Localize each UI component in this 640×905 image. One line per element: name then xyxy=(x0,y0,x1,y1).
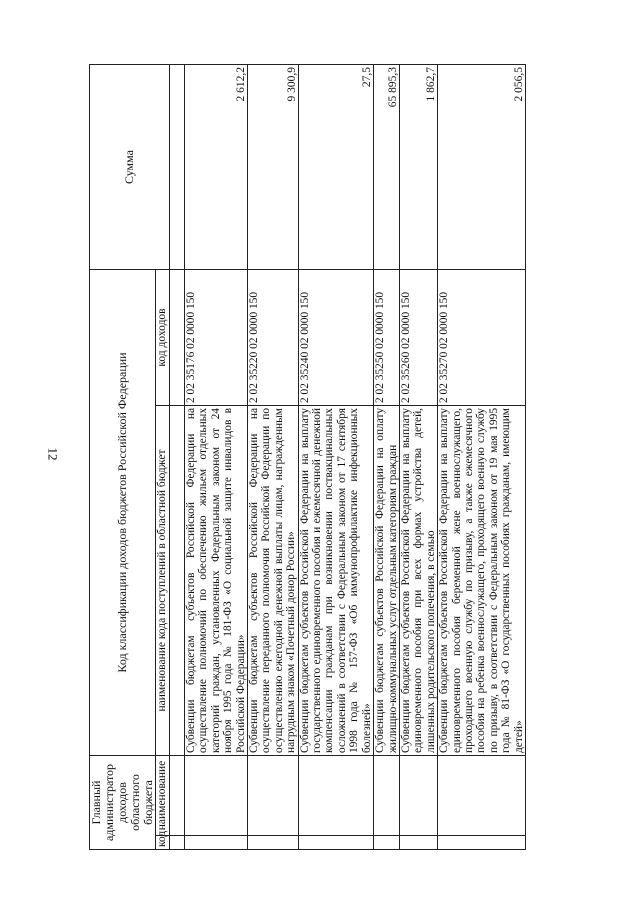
row-description: Субвенции бюджетам субъектов Российской Федерации на выплату государственного единовременного пособия и ежемесячной денежной компенсации гражданам при возникновении поствакцинальных осложнений в соответствии с Федеральным законом от 17 сентября 1998 года № 157-ФЗ «Об иммунопрофилактике инфекционных болезней» xyxy=(298,405,373,755)
classification-code-header: код доходов xyxy=(156,269,170,405)
row-description: Субвенции бюджетам субъектов Российской Федерации на осуществление полномочий по обеспечению жильем отдельных категорий граждан, установленных Федеральным законом от 24 ноября 1995 года № 181-ФЗ «О социальной защите инвалидов в Российской Федерации» xyxy=(185,405,248,755)
row-code: 2 02 35240 02 0000 150 xyxy=(298,269,373,405)
row-amount: 27,5 xyxy=(298,64,373,269)
row-amount: 1 862,7 xyxy=(399,64,437,269)
row-description: Субвенции бюджетам субъектов Российской Федерации на осуществление переданного полномочия Российской Федерации по осуществлению ежегодной денежной выплаты лицам, награжденным нагрудным знаком «Почетный донор России» xyxy=(248,405,299,755)
table-row xyxy=(298,64,373,849)
row-amount: 9 300,9 xyxy=(248,64,299,269)
row-code: 2 02 35250 02 0000 150 xyxy=(374,269,400,405)
table-row xyxy=(185,64,248,849)
row-description: Субвенции бюджетам субъектов Российской Федерации на оплату жилищно-коммунальных услуг отдельным категориям граждан xyxy=(374,405,400,755)
sum-header: Сумма xyxy=(90,64,170,269)
row-description: Субвенции бюджетам субъектов Российской Федерации на выплату единовременного пособия при всех формах устройства детей, лишенных родительского попечения, в семью xyxy=(399,405,437,755)
row-description: Субвенции бюджетам субъектов Российской Федерации на выплату единовременного пособия беременной жене военнослужащего, проходящего военную службу по призыву, а также ежемесячного пособия на ребенка военнослужащего, проходящего военную службу по призыву, в соответствии с Федеральным законом от 19 мая 1995 года № 81-ФЗ «О государственных пособиях гражданам, имеющим детей» xyxy=(438,405,526,755)
page-number: 12 xyxy=(45,447,61,461)
rotated-table-container xyxy=(89,65,551,850)
row-amount: 65 895,3 xyxy=(374,64,400,269)
spacer-row xyxy=(170,64,185,849)
classification-name-header: наименование кода поступлений в областной бюджет xyxy=(156,405,170,755)
admin-code-header: код xyxy=(156,836,170,850)
row-code: 2 02 35176 02 0000 150 xyxy=(185,269,248,405)
row-amount: 2 056,5 xyxy=(438,64,526,269)
revenue-table xyxy=(89,64,526,850)
admin-name-header: наименование xyxy=(156,755,170,835)
table-row xyxy=(374,64,400,849)
row-code: 2 02 35260 02 0000 150 xyxy=(399,269,437,405)
row-code: 2 02 35270 02 0000 150 xyxy=(438,269,526,405)
classification-group-header: Код классификации доходов бюджетов Российской Федерации xyxy=(90,269,156,755)
row-amount: 2 612,2 xyxy=(185,64,248,269)
row-code: 2 02 35220 02 0000 150 xyxy=(248,269,299,405)
admin-group-header: Главный администратор доходов областного бюджета xyxy=(90,755,156,849)
table-row xyxy=(438,64,526,849)
table-row xyxy=(399,64,437,849)
table-row xyxy=(248,64,299,849)
